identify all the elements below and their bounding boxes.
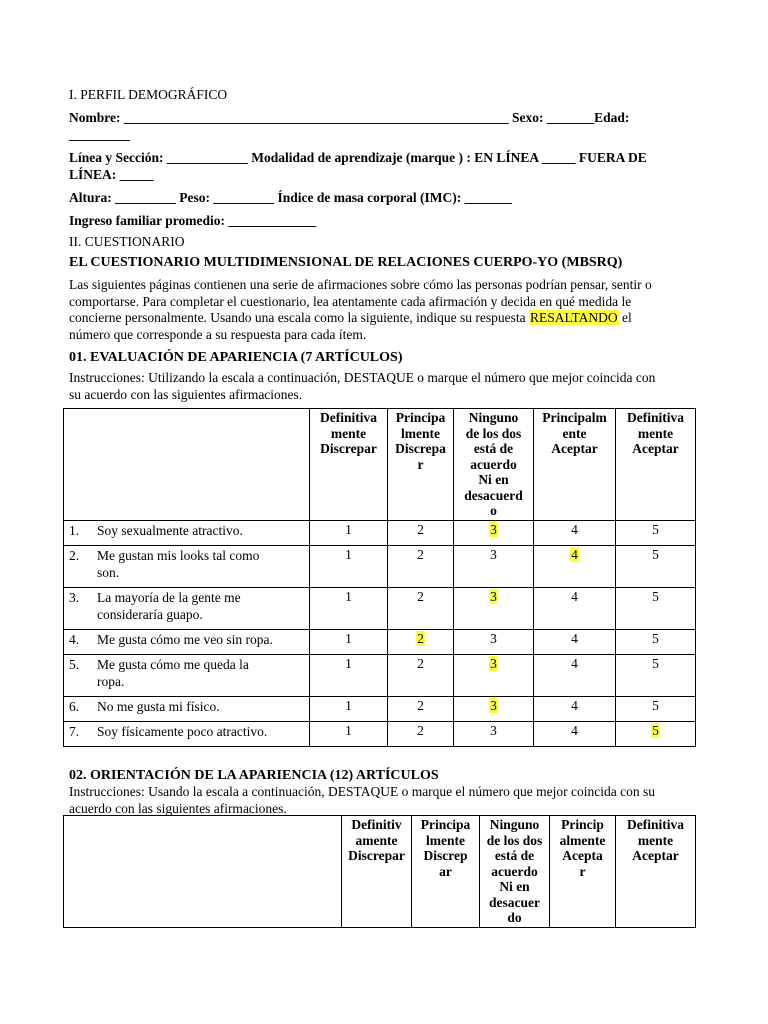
table-header-row [64,816,696,928]
scale-option-cell[interactable] [388,721,454,746]
scale-value[interactable]: 2 [417,655,424,671]
table-row [64,696,696,721]
header-line: acuerdo [491,863,538,879]
header-line: Definitiva [627,817,684,832]
intro-line: Las siguientes páginas contienen una serie de afirmaciones sobre cómo las personas podrían pensar, sentir o [69,277,652,292]
intro-line: comportarse. Para completar el cuestionario, lea atentamente cada afirmación y decida en qué medida le [69,293,632,309]
item-number: 7. [69,723,80,739]
scale-option-cell[interactable] [534,629,616,654]
scale-option-cell[interactable] [454,629,534,654]
scale-option-cell[interactable] [454,520,534,545]
scale-option-cell[interactable] [616,721,696,746]
instr-line: Instrucciones: Utilizando la escala a continuación, DESTAQUE o marque el número que mejor coincida con [69,370,656,385]
header-line: amente [355,832,398,848]
intro-line [69,310,697,327]
scale-option-cell[interactable] [454,587,534,629]
section1-heading: I. PERFIL DEMOGRÁFICO [69,87,228,102]
header-cell [616,816,696,928]
item-cell [64,629,310,654]
item-text-line: Me gusta cómo me queda la [97,656,249,672]
header-cell [388,409,454,521]
intro-text: concierne personalmente. Usando una escala como la siguiente, indique su respuesta [69,310,526,325]
header-line: Discrepar [348,848,405,863]
header-line: Aceptar [551,441,598,456]
header-line: ente [562,425,587,441]
scale-option-cell[interactable] [388,654,454,696]
header-line: desacuerd [464,487,523,503]
item-header-cell [64,409,310,521]
scale-value[interactable]: 5 [652,588,659,604]
nombre-field-line: Nombre: _________________________________________________________ Sexo: _______Edad: [69,110,630,125]
item-text-line: Soy sexualmente atractivo. [97,522,243,538]
scale-value[interactable]: 1 [345,588,352,604]
item-text-line: La mayoría de la gente me [97,589,241,605]
header-line: Discrepa [395,441,446,456]
block2-title: 02. ORIENTACIÓN DE LA APARIENCIA (12) ARTÍCULOS [69,768,439,783]
questionnaire-title: EL CUESTIONARIO MULTIDIMENSIONAL DE RELACIONES CUERPO-YO (MBSRQ) [69,255,623,270]
item-cell [64,520,310,545]
header-cell [454,409,534,521]
header-line: o [490,503,497,518]
header-line: Principa [420,817,471,832]
table-row [64,629,696,654]
item-number: 5. [69,656,80,672]
scale-option-cell[interactable] [454,545,534,587]
scale-option-cell[interactable] [310,696,388,721]
item-text [97,723,297,740]
header-line: Discrepar [320,441,377,456]
scale-option-cell[interactable] [310,520,388,545]
table-row [64,520,696,545]
scale-value[interactable]: 5 [652,655,659,671]
document-page [69,86,697,403]
item-cell [64,696,310,721]
scale-value[interactable]: 5 [652,722,659,738]
appearance-orientation-table [63,815,696,928]
header-line: almente [559,832,606,848]
scale-option-cell[interactable] [616,587,696,629]
scale-option-cell[interactable] [616,629,696,654]
scale-value[interactable]: 3 [490,697,497,713]
header-line: mente [330,425,367,441]
scale-option-cell[interactable] [534,654,616,696]
scale-option-cell[interactable] [534,545,616,587]
header-line: de los dos [486,832,543,848]
scale-option-cell[interactable] [310,587,388,629]
scale-value[interactable]: 3 [490,722,497,738]
scale-value[interactable]: 5 [652,697,659,713]
scale-value[interactable]: 3 [490,546,497,562]
scale-value[interactable]: 2 [417,521,424,537]
header-line: Definitiva [320,410,377,425]
item-text-line: Soy físicamente poco atractivo. [97,723,268,739]
header-line: mente [637,832,674,848]
instr-line: su acuerdo con las siguientes afirmaciones. [69,386,303,402]
scale-option-cell[interactable] [534,520,616,545]
scale-option-cell[interactable] [388,696,454,721]
item-header-cell [64,816,342,928]
scale-value[interactable]: 4 [571,655,578,671]
scale-value[interactable]: 3 [490,630,497,646]
scale-option-cell[interactable] [388,587,454,629]
scale-option-cell[interactable] [534,696,616,721]
scale-value[interactable]: 4 [571,588,578,604]
scale-option-cell[interactable] [454,721,534,746]
header-line: está de [494,848,535,863]
scale-value[interactable]: 2 [417,588,424,604]
header-line: Discrep [423,848,468,863]
scale-option-cell[interactable] [454,654,534,696]
scale-value[interactable]: 2 [417,722,424,738]
header-cell [412,816,480,928]
item-number: 3. [69,589,80,605]
scale-option-cell[interactable] [534,587,616,629]
highlighted-word: RESALTANDO [529,310,618,325]
scale-option-cell[interactable] [616,520,696,545]
item-text-line: consideraría guapo. [97,606,203,622]
section2-heading: II. CUESTIONARIO [69,234,185,249]
scale-value[interactable]: 3 [490,655,497,671]
scale-option-cell[interactable] [310,629,388,654]
item-text-line: Me gustan mis looks tal como [97,547,260,563]
item-text [97,631,297,648]
scale-value[interactable]: 3 [490,588,497,604]
item-text-line: ropa. [97,673,125,689]
header-line: Definitiv [351,817,402,832]
scale-value[interactable]: 1 [345,697,352,713]
item-text [97,589,297,623]
scale-value[interactable]: 1 [345,722,352,738]
header-line: Ninguno [468,410,519,425]
header-line: Acepta [562,848,603,863]
header-line: Princip [561,817,604,832]
block1-title: 01. EVALUACIÓN DE APARIENCIA (7 ARTÍCULOS) [69,350,403,365]
header-line: do [507,910,522,925]
scale-option-cell[interactable] [388,545,454,587]
linea-seccion-cont: LÍNEA: _____ [69,167,154,182]
header-line: desacuer [489,894,540,910]
scale-value[interactable]: 4 [571,630,578,646]
header-line: Aceptar [632,441,679,456]
header-line: r [417,456,424,472]
scale-option-cell[interactable] [616,654,696,696]
scale-option-cell[interactable] [534,721,616,746]
table-row [64,587,696,629]
item-cell [64,545,310,587]
scale-option-cell[interactable] [454,696,534,721]
block2-instructions [69,784,699,817]
header-line: Ni en [499,879,530,894]
item-text [97,698,297,715]
table-row [64,721,696,746]
scale-option-cell[interactable] [310,721,388,746]
header-cell [342,816,412,928]
header-cell [534,409,616,521]
scale-value[interactable]: 2 [417,546,424,562]
item-text-line: son. [97,564,120,580]
header-line: está de [473,441,514,456]
header-line: Aceptar [632,848,679,863]
item-cell [64,587,310,629]
scale-value[interactable]: 5 [652,521,659,537]
scale-value[interactable]: 4 [571,546,578,562]
header-line: Ninguno [489,817,540,832]
header-cell [616,409,696,521]
scale-option-cell[interactable] [310,654,388,696]
item-cell [64,721,310,746]
item-number: 4. [69,631,80,647]
appearance-evaluation-table [63,408,696,747]
header-line: lmente [426,832,465,848]
header-cell [310,409,388,521]
header-cell [550,816,616,928]
scale-value[interactable]: 4 [571,521,578,537]
nombre-field-cont: _________ [69,127,130,142]
item-number: 1. [69,522,80,538]
header-line: acuerdo [470,456,517,472]
scale-value[interactable]: 3 [490,521,497,537]
item-text [97,547,297,581]
header-line: mente [637,425,674,441]
block2-header [69,767,699,817]
scale-value[interactable]: 1 [345,655,352,671]
header-line: Ni en [478,472,509,487]
header-line: Principa [395,410,446,425]
table-header-row [64,409,696,521]
header-line: lmente [401,425,440,441]
scale-option-cell[interactable] [616,696,696,721]
header-line: ar [439,863,452,879]
instr-line: Instrucciones: Usando la escala a continuación, DESTAQUE o marque el número que mejor coincida con su [69,784,655,799]
intro-line: número que corresponde a su respuesta para cada ítem. [69,326,367,342]
scale-value[interactable]: 2 [417,630,424,646]
scale-value[interactable]: 1 [345,630,352,646]
scale-option-cell[interactable] [616,545,696,587]
scale-value[interactable]: 5 [652,630,659,646]
item-text-line: No me gusta mi físico. [97,698,220,714]
scale-value[interactable]: 4 [571,697,578,713]
linea-seccion-line: Línea y Sección: ____________ Modalidad de aprendizaje (marque ) : EN LÍNEA _____ FUERA DE [69,150,647,165]
ingreso-line: Ingreso familiar promedio: _____________ [69,213,317,228]
instr-line: acuerdo con las siguientes afirmaciones. [69,800,287,816]
block1-instructions [69,370,697,403]
table-row [64,654,696,696]
header-cell [480,816,550,928]
intro-paragraph [69,277,697,343]
scale-option-cell[interactable] [388,520,454,545]
scale-value[interactable]: 2 [417,697,424,713]
scale-value[interactable]: 1 [345,521,352,537]
scale-option-cell[interactable] [388,629,454,654]
scale-value[interactable]: 1 [345,546,352,562]
table-row [64,545,696,587]
item-text [97,656,297,690]
scale-value[interactable]: 4 [571,722,578,738]
item-number: 2. [69,547,80,563]
header-line: Principalm [542,410,607,425]
header-line: r [579,863,586,879]
scale-value[interactable]: 5 [652,546,659,562]
item-cell [64,654,310,696]
item-number: 6. [69,698,80,714]
altura-peso-line: Altura: _________ Peso: _________ Índice de masa corporal (IMC): _______ [69,190,512,205]
scale-option-cell[interactable] [310,545,388,587]
item-text [97,522,297,539]
item-text-line: Me gusta cómo me veo sin ropa. [97,631,273,647]
intro-text: el [622,310,632,325]
header-line: Definitiva [627,410,684,425]
header-line: de los dos [465,425,522,441]
